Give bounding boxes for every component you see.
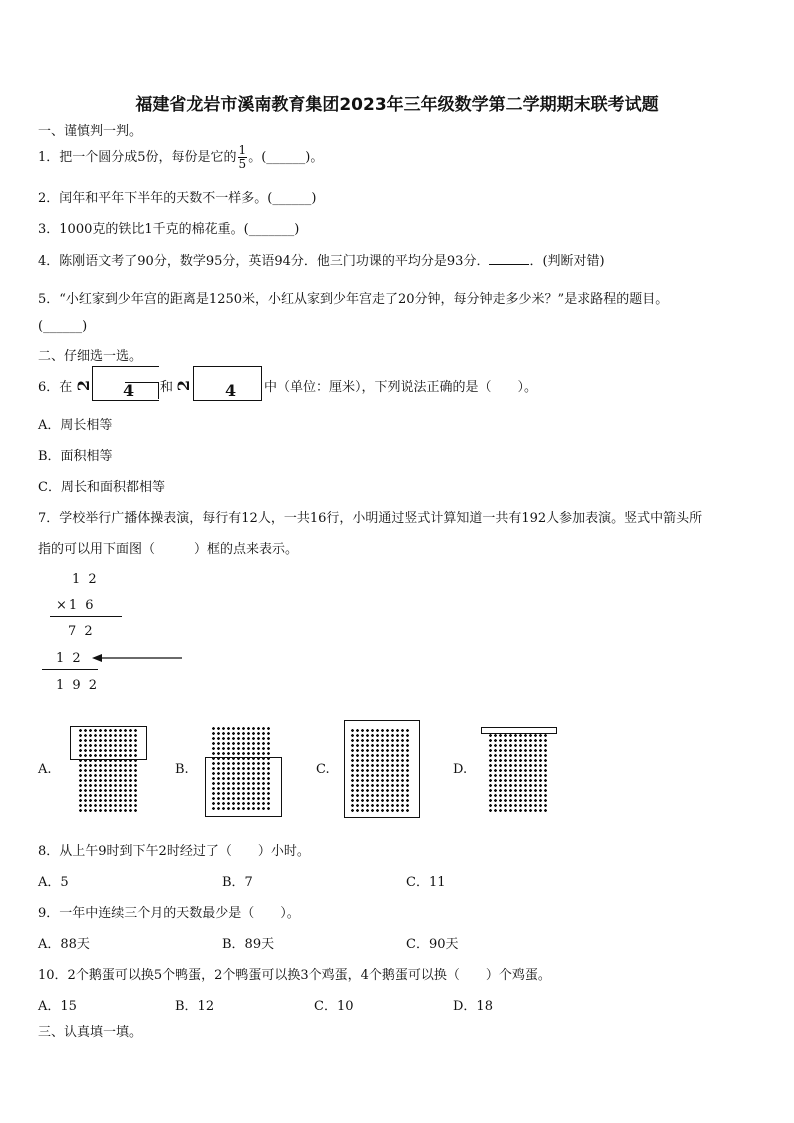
q10-option-c: C．10 [314, 999, 354, 1014]
q10-option-a: A．15 [38, 999, 77, 1014]
q1-text: 1．把一个圆分成5份，每份是它的 [38, 150, 237, 165]
q9-option-a: A．88天 [38, 937, 90, 952]
q10-option-b: B．12 [175, 999, 215, 1014]
q6-post: 中（单位：厘米），下列说法正确的是（ ）。 [264, 380, 538, 395]
q6-shape2-length: 4 [225, 381, 237, 400]
calc-row-5: 1 9 2 [56, 678, 100, 693]
q6-shape1 [92, 366, 159, 401]
q4-blank [489, 252, 529, 265]
page-title: 福建省龙岩市溪南教育集团2023年三年级数学第二学期期末联考试题 [135, 95, 659, 115]
q7-label-c: C. [316, 762, 330, 777]
q6-shape2-side: 2 [174, 379, 194, 392]
q7-line2: 指的可以用下面图（ ）框的点来表示。 [38, 542, 299, 557]
q7-frame-c [344, 720, 420, 818]
q1-post: 。(______)。 [248, 150, 324, 165]
calc-row-3: 7 2 [68, 624, 95, 639]
question-3: 3．1000克的铁比1千克的棉花重。(_______) [38, 222, 300, 237]
q9-option-b: B．89天 [222, 937, 275, 952]
calc-row-2: ×1 6 [56, 598, 96, 613]
calc-rule-1 [50, 616, 122, 617]
q6-shape2 [193, 366, 262, 401]
q1-frac-num: 1 [238, 143, 247, 157]
q1-frac-den: 5 [238, 157, 247, 171]
q10-option-d: D．18 [453, 999, 493, 1014]
q6-option-c: C．周长和面积都相等 [38, 480, 165, 495]
q7-frame-d [481, 727, 557, 734]
question-1 [38, 144, 323, 171]
q7-frame-a [70, 726, 147, 760]
question-5-line1: 5．“小红家到少年宫的距离是1250米，小红从家到少年宫走了20分钟，每分钟走多少米？”是求路程的题目。 [38, 292, 669, 307]
q7-frame-b [205, 757, 282, 817]
q6-option-b: B．面积相等 [38, 449, 113, 464]
q8-option-c: C．11 [406, 875, 446, 890]
calc-rule-2 [42, 669, 98, 670]
section-1-heading: 一、谨慎判一判。 [38, 124, 143, 139]
q4-text: 4．陈刚语文考了90分，数学95分，英语94分．他三门功课的平均分是93分． [38, 254, 490, 269]
q6-pre: 6．在 [38, 380, 73, 395]
question-4 [38, 250, 605, 269]
question-8: 8．从上午9时到下午2时经过了（ ）小时。 [38, 844, 310, 859]
arrow-left-icon [92, 651, 184, 665]
q6-option-a: A．周长相等 [38, 418, 113, 433]
section-3-heading: 三、认真填一填。 [38, 1025, 143, 1040]
q6-shape1-step [125, 382, 159, 383]
q7-line1: 7．学校举行广播体操表演，每行有12人，一共16行，小明通过竖式计算知道一共有192人参加表演。竖式中箭头所 [38, 511, 703, 526]
q7-label-a: A. [38, 762, 52, 777]
q6-shape1-side: 2 [74, 379, 94, 392]
q9-option-c: C．90天 [406, 937, 459, 952]
section-2-heading: 二、仔细选一选。 [38, 349, 143, 364]
q7-label-b: B. [175, 762, 189, 777]
question-5-line2: (______) [38, 319, 88, 334]
calc-row-4: 1 2 [56, 651, 83, 666]
q1-fraction [238, 144, 248, 171]
question-10: 10．2个鹅蛋可以换5个鸭蛋，2个鸭蛋可以换3个鸡蛋，4个鹅蛋可以换（ ）个鸡蛋。 [38, 968, 551, 983]
question-2: 2．闰年和平年下半年的天数不一样多。(______) [38, 191, 317, 206]
calc-row-1: 1 2 [72, 572, 99, 587]
q6-shape1-length: 4 [123, 381, 135, 400]
q7-dots-d [488, 733, 548, 813]
q8-option-b: B．7 [222, 875, 253, 890]
q4-post: ．(判断对错) [529, 254, 605, 269]
q8-option-a: A．5 [38, 875, 69, 890]
q7-label-d: D. [453, 762, 468, 777]
question-9: 9．一年中连续三个月的天数最少是（ ）。 [38, 906, 300, 921]
q6-mid: 和 [160, 380, 174, 395]
